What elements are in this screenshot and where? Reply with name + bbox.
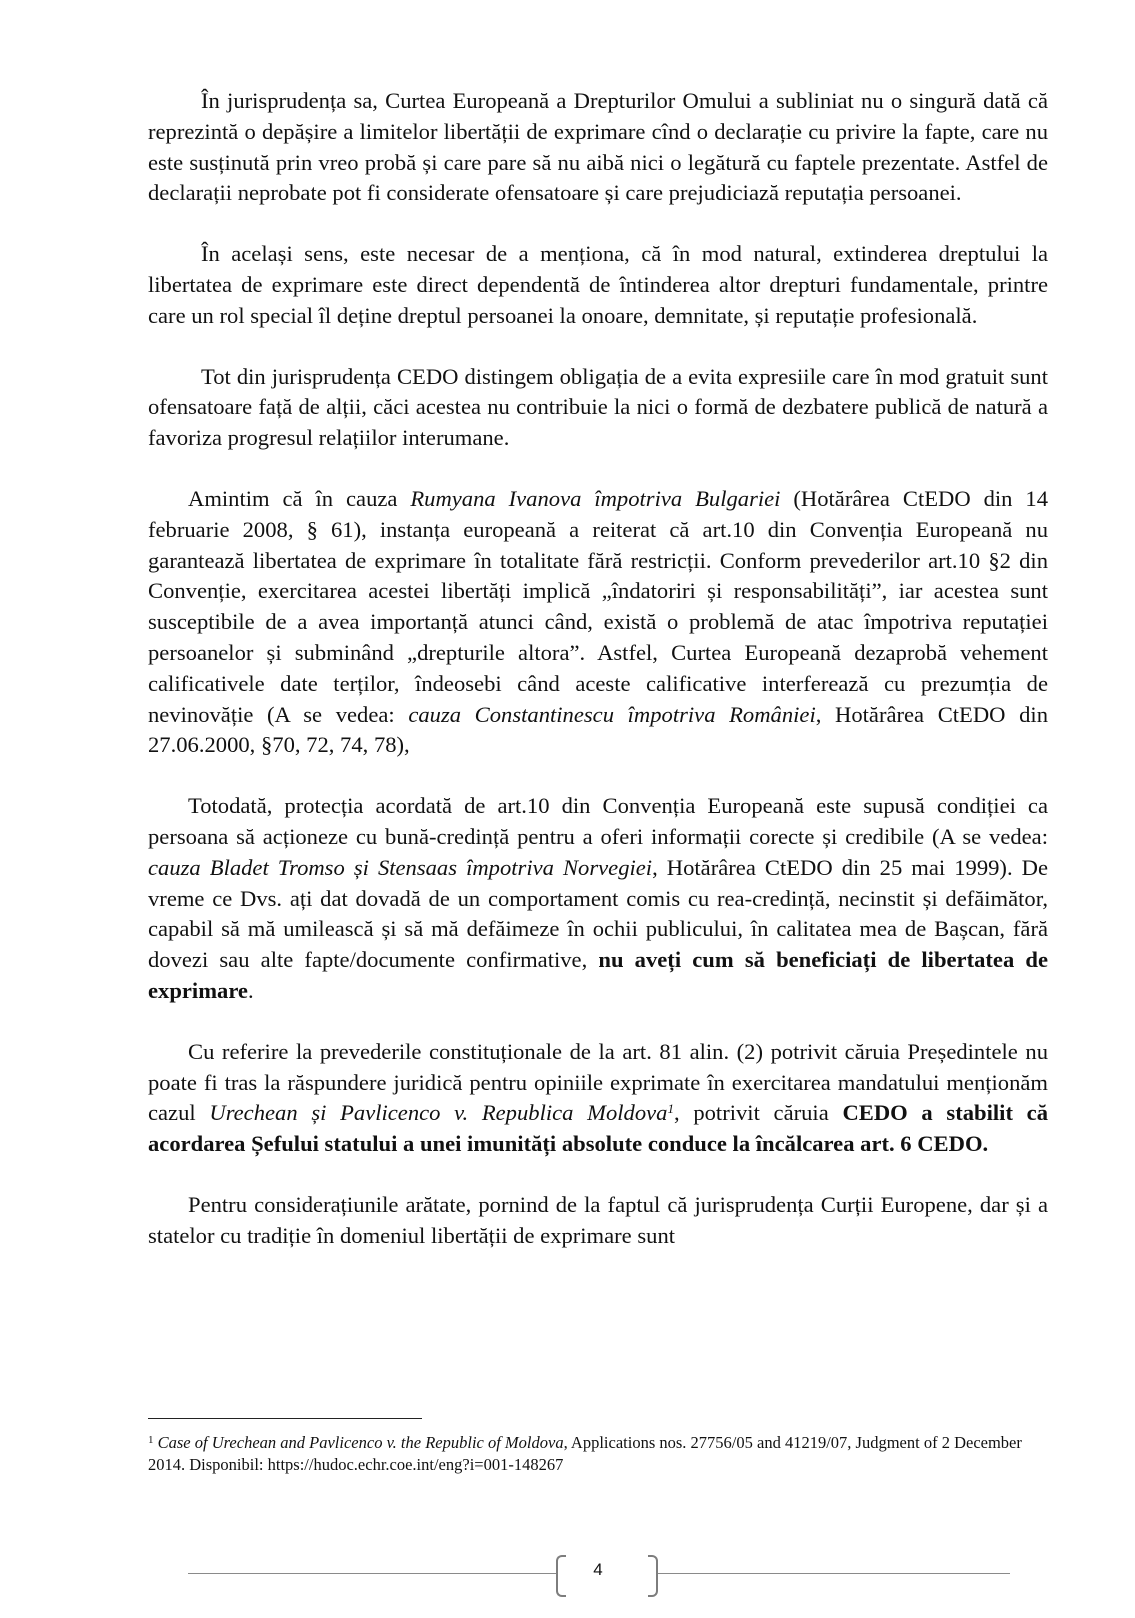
right-bracket-icon: [648, 1555, 658, 1597]
case-citation-urechean: Urechean și Pavlicenco v. Republica Moldova: [209, 1100, 668, 1126]
paragraph-5: [148, 791, 1048, 1007]
case-citation-bladet-tromso: cauza Bladet Tromso și Stensaas împotriva Norvegiei: [148, 854, 653, 880]
text-segment: (Hotărârea CtEDO din 14 februarie 2008, § 61), instanța europeană a reiterat că art.10 din Convenția Europeană nu garantează libertatea de exprimare în totalitate fără restricții. Conform prevederilor art.10 §2 din Convenție, exercitarea acestei libertăți implică „îndatoriri și responsabilități”, iar acestea sunt susceptibile de a avea importanță atunci când, există o problemă de atac împotriva reputației persoanelor și subminând „drepturile altora”. Astfel, Curtea Europeană dezaprobă vehement calificativele date terților, îndeosebi când aceste calificative interferează cu prezumția de nevinovăție (A se vedea:: [148, 485, 1048, 727]
case-citation-rumyana-ivanova: Rumyana Ivanova împotriva Bulgariei: [410, 485, 781, 511]
paragraph-6: [148, 1037, 1048, 1160]
case-citation-constantinescu: cauza Constantinescu împotriva României: [408, 701, 816, 727]
paragraph-1: [148, 86, 1048, 209]
footnote-number: 1: [148, 1434, 154, 1446]
text-segment: , potrivit căruia: [673, 1100, 843, 1126]
footnote: [148, 1432, 1048, 1476]
text-segment: Amintim că în cauza: [188, 485, 411, 511]
footer-rule-left: [188, 1573, 556, 1574]
text-segment: Pentru considerațiunile arătate, pornind de la faptul că jurisprudența Curții Europene, dar și a statelor cu tradiție în domeniul libertății de exprimare sunt: [148, 1191, 1048, 1248]
paragraph-spacer: [148, 761, 1048, 791]
paragraph-spacer: [148, 332, 1048, 362]
paragraph-spacer: [148, 454, 1048, 484]
text-segment: .: [247, 977, 254, 1003]
page-footer: [188, 1550, 1010, 1598]
text-segment: , Hotărârea CtEDO din 25 mai 1999). De vreme ce Dvs. ați dat dovadă de un comportament comis cu rea-credință, necinstit și defăimător, capabil să mă umilească și să mă defăimeze în ochii publicului, în calitatea mea de Bașcan, fără dovezi sau alte fapte/documente confirmative,: [148, 854, 1048, 973]
emphasis-bold: CEDO a stabilit că acordarea Șefului statului a unei imunități absolute conduce la încălcarea art. 6 CEDO.: [148, 1100, 1048, 1157]
paragraph-spacer: [148, 209, 1048, 239]
page-number: 4: [593, 1560, 603, 1579]
footnote-separator: [148, 1418, 422, 1419]
paragraph-spacer: [148, 1007, 1048, 1037]
paragraph-3: [148, 362, 1048, 454]
text-segment: În același sens, este necesar de a menționa, că în mod natural, extinderea dreptului la libertatea de exprimare este direct dependentă de întinderea altor drepturi fundamentale, printre care un rol special îl deține dreptul persoanei la onoare, demnitate, și reputație profesională.: [148, 241, 1048, 328]
footnote-case-title: Case of Urechean and Pavlicenco v. the Republic of Moldova: [157, 1433, 564, 1452]
footnote-details: , Applications nos. 27756/05 and 41219/07, Judgment of 2 December 2014. Disponibil: https://hudoc.echr.coe.int/eng?i=001-148267: [148, 1433, 1022, 1474]
paragraph-2: [148, 239, 1048, 331]
text-segment: Totodată, protecția acordată de art.10 din Convenția Europeană este supusă condiției ca persoana să acționeze cu bună-credință pentru a oferi informații corecte și credibile (A se vedea:: [148, 793, 1048, 849]
text-segment: Cu referire la prevederile constituționale de la art. 81 alin. (2) potrivit căruia Președintele nu poate fi tras la răspundere juridică pentru opiniile exprimate în exercitarea mandatului menționăm cazul: [148, 1038, 1048, 1126]
text-segment: În jurisprudența sa, Curtea Europeană a Drepturilor Omului a subliniat nu o singură dată că reprezintă o depășire a limitelor libertății de exprimare cînd o declarație cu privire la fapte, care nu este susținută prin vreo probă și care pare să nu aibă nici o legătură cu faptele prezentate. Astfel de declarații neprobate pot fi considerate ofensatoare și care prejudiciază reputația persoanei.: [148, 88, 1048, 206]
footer-rule-right: [658, 1573, 1010, 1574]
emphasis-bold: nu aveți cum să beneficiați de libertatea de exprimare: [148, 947, 1048, 1003]
paragraph-spacer: [148, 1160, 1048, 1190]
paragraph-4: [148, 484, 1048, 761]
document-body: [148, 86, 1048, 1252]
text-segment: Tot din jurisprudența CEDO distingem obligația de a evita expresiile care în mod gratuit sunt ofensatoare față de alții, căci acestea nu contribuie la nici o formă de dezbatere publică de natură a favoriza progresul relațiilor interumane.: [148, 363, 1048, 451]
footnote-reference[interactable]: 1: [667, 1101, 674, 1117]
paragraph-7: [148, 1190, 1048, 1252]
left-bracket-icon: [556, 1555, 566, 1597]
text-segment: , Hotărârea CtEDO din 27.06.2000, §70, 72, 74, 78),: [148, 701, 1048, 758]
